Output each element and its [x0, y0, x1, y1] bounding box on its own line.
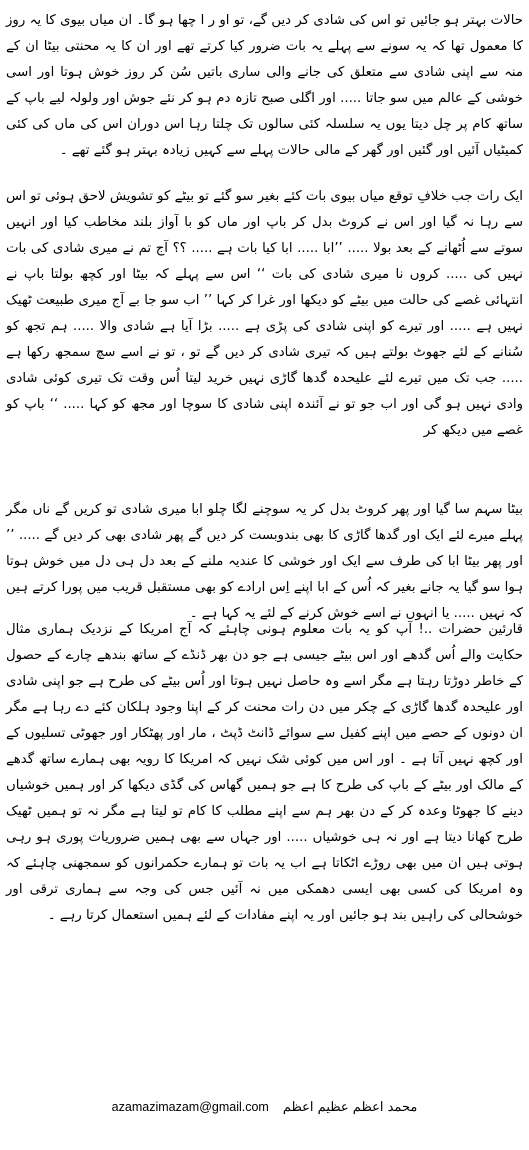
article-paragraph-1: حالات بہتر ہو جائیں تو اس کی شادی کر دیں گے، تو او ر ا چھا ہو گا۔ ان میاں بیوی کا یہ روز کا معمول تھا کہ یہ سونے سے پہلے یہ بات ضرور کیا کرتے تھے اور ان کا یہ محنتی بیٹا ان کے منہ سے اپنی شادی سے متعلق کی جانے والی ساری باتیں سُن کر روز خوش ہوتا اور اسی خوشی کے عالم میں سو جاتا ..... اور اگلی صبح تازہ دم ہو کر نئے جوش اور ولولہ لیے باپ کے ساتھ کام پر چل دیتا یوں یہ سلسلہ کئی سالوں تک چلتا رہا اس دوران اس کی ماں کی کئی کمیٹیاں آئیں اور گئیں اور گھر کے مالی حالات پہلے سے کہیں زیادہ بہتر ہو گئے تھے ۔	[6, 13, 523, 158]
article-paragraph-4: قارئین حضرات ..! آپ کو یہ بات معلوم ہونی چاہئے کہ آج امریکا کے نزدیک ہماری مثال حکایت والے اُس گدھے اور اس بیٹے جیسی ہے جو دن بھر ڈنڈے کے ساتھ بندھے چارے کے حصول کے خاطر دوڑتا رہتا ہے مگر اسے وہ حاصل نہیں ہوتا اور اُس بیٹے کی طرح ہے جو اپنی شادی اور علیحدہ گدھا گاڑی کے چکر میں دن رات محنت کر کے اپنا وجود ہلکان کئے دے رہا ہے مگر ان دونوں کے حصے میں اپنے کفیل سے سوائے ڈانٹ ڈپٹ ، مار اور پھٹکار اور جھوٹی تسلیوں کے اور کچھ نہیں آتا ہے ۔ اور اس میں کوئی شک نہیں کہ امریکا کا رویہ بھی ہمارے ساتھ گدھے کے مالک اور بیٹے کے باپ کی طرح کا ہے جو ہمیں گھاس کی گڈی دیکھا کر اور ہمیں خوشیاں دینے کا جھوٹا وعدہ کر کے دن بھر ہم سے اپنے مطلب کا کام تو لیتا ہے مگر نہ تو ہمیں ٹھیک طرح کھانا دیتا ہے اور نہ ہی خوشیاں ..... اور جہاں سے بھی ہمیں ضروریات پوری ہو رہی ہوتی ہیں ان میں بھی روڑے اٹکاتا ہے اب یہ بات تو ہمارے حکمرانوں کو سمجھنی چاہئے کہ وہ امریکا کی کسی بھی ایسی دھمکی میں نہ آئیں جس کی وجہ سے ہماری ترقی اور خوشحالی کی راہیں بند ہو جائیں اور یہ اپنے مفادات کے لئے ہمیں استعمال کرتا رہے ۔	[6, 622, 523, 923]
article-paragraph-3: بیٹا سہم سا گیا اور پھر کروٹ بدل کر یہ سوچنے لگا چلو ابا میری شادی تو کریں گے ناں مگر پہلے میرے لئے ایک اور گدھا گاڑی کا بھی بندوبست کر دیں گے پھر شادی بھی کر دیں گے ..... ’’ اور پھر بیٹا ابا کی طرف سے ایک اور خوشی کا عندیہ ملنے کے بعد دل ہی دل میں خوش ہوتا ہوا سو گیا یہ جانے بغیر کہ اُس کے ابا اپنے اِس ارادے کو بھی مستقبل قریب میں پورا کرتے ہیں کہ نہیں ..... یا انہوں نے اسے خوش کرنے کے لئے یہ کہا ہے ۔	[6, 502, 523, 621]
article-paragraph-2: ایک رات جب خلافِ توقع میاں بیوی بات کئے بغیر سو گئے تو بیٹے کو تشویش لاحق ہوئی تو اس سے رہا نہ گیا اور اس نے کروٹ بدل کر باپ اور ماں کو با آواز بلند مخاطب کیا اور انہیں سوتے سے اُٹھانے کے بعد بولا ..... ’’ابا ..... ابا کیا بات ہے ..... ؟؟ آج تم نے میری شادی کی بات نہیں کی ..... کروں نا میری شادی کی بات ‘‘ اس سے پہلے کہ بیٹا اور کچھ بولتا باپ نے انتہائی غصے کی حالت میں بیٹے کو دیکھا اور غرا کر کہا ’’ اب سو جا بے آج میری طبیعت ٹھیک نہیں ہے ..... اور تیرے کو اپنی شادی کی پڑی ہے ..... بڑا آیا ہے شادی والا ..... ہم تجھ کو سُنانے کے لئے جھوٹ بولتے ہیں کہ تیری شادی کر دیں گے تو ، تو نے اسے سچ سمجھ رکھا ہے ..... جب تک میں تیرے لئے علیحدہ گدھا گاڑی نہیں خرید لیتا اُس وقت تک تیری کوئی شادی وادی نہیں ہو گی اور اب جو تو نے آئندہ اپنی شادی کا سوچا اور مجھ کو کہا ..... ‘‘ باپ کو غصے میں دیکھ کر	[6, 189, 523, 438]
author-name: محمد اعظم عظیم اعظم	[282, 1100, 418, 1115]
author-signature	[0, 1100, 529, 1122]
author-email: azamazimazam@gmail.com	[111, 1100, 269, 1114]
